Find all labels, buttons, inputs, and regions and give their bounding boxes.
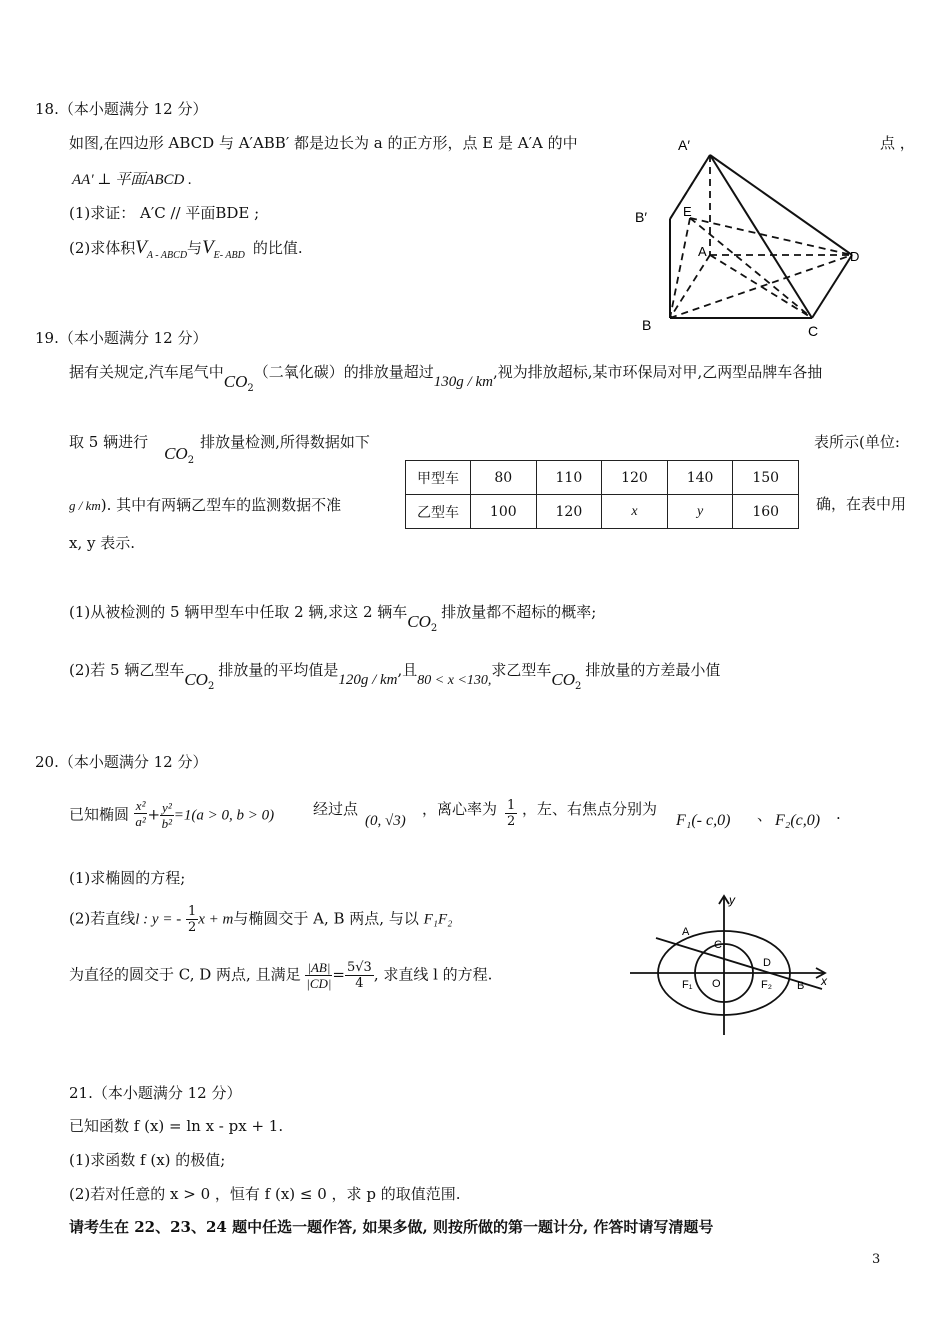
q20-point: (0, √3) bbox=[365, 813, 406, 829]
q19-part1-a: (1)从被检测的 5 辆甲型车中任取 2 辆,求这 2 辆车 bbox=[69, 603, 408, 621]
q18-header: 18.（本小题满分 12 分） bbox=[35, 100, 208, 118]
q21-header: 21.（本小题满分 12 分） bbox=[69, 1084, 242, 1102]
table-cell: 120 bbox=[536, 495, 602, 529]
axis-x-label: x bbox=[821, 974, 827, 988]
q20-line1-c: 经过点 bbox=[313, 800, 359, 818]
frac-den: b² bbox=[161, 816, 173, 831]
table-cell: 100 bbox=[471, 495, 537, 529]
frac-den: 4 bbox=[355, 976, 364, 991]
q19-line3-c: 确，在表中用 bbox=[816, 495, 907, 513]
frac-num: |AB| bbox=[307, 960, 331, 975]
q20-sep: 、 bbox=[757, 806, 773, 824]
ratio-ab-cd bbox=[305, 960, 332, 991]
q19-part2-b: 排放量的平均值是 bbox=[218, 661, 339, 679]
q20-f2: F₂(c,0) bbox=[775, 812, 821, 829]
q18-part2 bbox=[69, 238, 303, 261]
q19-line3-b: ). 其中有两辆乙型车的监测数据不准 bbox=[100, 496, 342, 514]
label-B: B bbox=[797, 980, 805, 992]
q21-part2: (2)若对任意的 x > 0 ，恒有 f (x) ≤ 0 ，求 p 的取值范围. bbox=[69, 1185, 461, 1203]
q18-part2-text: (2)求体积 bbox=[69, 239, 136, 257]
co2-symbol: CO bbox=[164, 444, 188, 463]
emissions-table bbox=[405, 460, 799, 529]
q18-line2: AA′ ⊥ 平面ABCD . bbox=[72, 172, 192, 188]
q19-line2-b: 排放量检测,所得数据如下 bbox=[200, 433, 370, 451]
q20-part3-a: 为直径的圆交于 C, D 两点, 且满足 bbox=[69, 965, 301, 984]
q18-volume-1-sub: A - ABCD bbox=[146, 250, 188, 261]
ellipse-frac-x bbox=[134, 798, 148, 829]
q21-part1: (1)求函数 f (x) 的极值; bbox=[69, 1151, 226, 1169]
frac-num: 1 bbox=[507, 798, 516, 813]
q19-part2-d: ,且 bbox=[397, 661, 418, 679]
frac-den: |CD| bbox=[306, 976, 332, 991]
q21-line1: 已知函数 f (x) = ln x - px + 1. bbox=[69, 1117, 284, 1135]
frac-num: x² bbox=[135, 798, 146, 813]
q19-line2 bbox=[69, 432, 370, 466]
frac-one-half bbox=[505, 798, 517, 829]
ratio-value bbox=[345, 960, 374, 991]
frac-den: a² bbox=[135, 814, 146, 829]
q20-line1-a: 已知椭圆 bbox=[69, 805, 130, 824]
frac-num: 1 bbox=[187, 904, 197, 919]
frac-den: 2 bbox=[507, 814, 516, 829]
label-C: C bbox=[808, 323, 819, 339]
co2-symbol: CO bbox=[184, 670, 208, 689]
label-O: O bbox=[712, 978, 721, 990]
q18-figure-prism bbox=[630, 128, 870, 343]
q20-line-eq: l : y = - bbox=[135, 911, 182, 928]
co2-subscript: 2 bbox=[207, 681, 215, 692]
q20-f1f2: F₁F₂ bbox=[423, 911, 453, 928]
q20-line-eq-b: x + m bbox=[198, 911, 234, 928]
co2-symbol: CO bbox=[223, 372, 248, 391]
q19-part2-f: 求乙型车 bbox=[491, 661, 552, 679]
table-cell: 140 bbox=[667, 461, 733, 495]
q20-header: 20.（本小题满分 12 分） bbox=[35, 753, 208, 771]
q18-volume-1: V bbox=[135, 237, 147, 258]
label-B-prime: B′ bbox=[635, 209, 647, 225]
q20-part3: 为直径的圆交于 C, D 两点, 且满足 $\frac{|AB|}{|CD|}$ = $\frac{5√3}{4}$ , 求直线 l 的方程. bbox=[69, 960, 493, 991]
q20-line1 bbox=[69, 800, 274, 844]
ellipse-frac-y bbox=[160, 800, 174, 831]
q18-part2-mid: 与 bbox=[187, 239, 203, 257]
q19-part1 bbox=[69, 602, 597, 634]
q19-threshold: 130g / km bbox=[433, 374, 493, 390]
table-cell: 150 bbox=[733, 461, 799, 495]
q18-line1: 如图,在四边形 ABCD 与 A′ABB′ 都是边长为 a 的正方形，点 E 是 A′A 的中 bbox=[69, 134, 578, 152]
table-cell: 110 bbox=[536, 461, 602, 495]
table-cell: x bbox=[602, 495, 668, 529]
q20-line1-d: ，离心率为 bbox=[422, 800, 498, 818]
co2-subscript: 2 bbox=[575, 681, 582, 692]
table-row bbox=[406, 461, 799, 495]
q20-part1: (1)求椭圆的方程; bbox=[69, 869, 186, 887]
q19-line4: x, y 表示. bbox=[69, 534, 136, 552]
q20-line1-e: ，左、右焦点分别为 bbox=[522, 800, 658, 818]
co2-symbol: CO bbox=[551, 670, 576, 689]
label-A: A bbox=[698, 244, 707, 259]
axis-y-label: y bbox=[729, 893, 735, 907]
q18-line1-end: 点 ， bbox=[880, 134, 915, 152]
q19-line1-a: 据有关规定,汽车尾气中 bbox=[69, 363, 224, 381]
table-cell: 80 bbox=[471, 461, 537, 495]
plus-sign: + bbox=[147, 805, 161, 824]
q20-part2 bbox=[69, 904, 452, 944]
frac-num: y² bbox=[162, 800, 172, 815]
q20-part2-c: 与椭圆交于 A, B 两点, 与以 bbox=[233, 909, 419, 928]
q19-x-range: 80 < x <130, bbox=[417, 673, 492, 688]
q18-volume-2-sub: E- ABD bbox=[213, 250, 245, 261]
q20-f2-end: . bbox=[836, 805, 841, 823]
label-F1: F₁ bbox=[682, 979, 693, 991]
table-cell: 120 bbox=[602, 461, 668, 495]
q20-half bbox=[505, 798, 517, 829]
q19-line1-b: （二氧化碳）的排放量超过 bbox=[253, 363, 434, 381]
q19-part2-a: (2)若 5 辆乙型车 bbox=[69, 661, 185, 679]
q20-part2-a: (2)若直线 bbox=[69, 909, 136, 928]
co2-subscript: 2 bbox=[247, 383, 254, 394]
table-cell: y bbox=[667, 495, 733, 529]
q18-part2-end: 的比值. bbox=[252, 239, 303, 257]
label-C: C bbox=[714, 939, 722, 951]
q20-figure-ellipse bbox=[630, 890, 840, 1040]
q19-average: 120g / km bbox=[338, 672, 398, 688]
q19-line1 bbox=[69, 362, 823, 394]
q19-part1-b: 排放量都不超标的概率; bbox=[441, 603, 597, 621]
frac-den: 2 bbox=[187, 920, 197, 935]
table-row bbox=[406, 495, 799, 529]
label-A-prime: A′ bbox=[678, 137, 690, 153]
q19-line2-c: 表所示(单位: bbox=[814, 433, 900, 451]
q20-condition: =1(a > 0, b > 0) bbox=[173, 807, 275, 824]
q19-part2 bbox=[69, 660, 721, 692]
page-number: 3 bbox=[872, 1252, 881, 1267]
frac-num: 5√3 bbox=[346, 960, 372, 975]
label-E: E bbox=[683, 204, 692, 219]
q19-unit: g / km bbox=[69, 498, 101, 513]
label-D: D bbox=[763, 957, 771, 969]
label-D: D bbox=[850, 249, 860, 264]
q18-volume-2: V bbox=[202, 237, 214, 258]
q20-part3-b: , 求直线 l 的方程. bbox=[373, 965, 493, 984]
q18-part1: (1)求证： A′C // 平面BDE ; bbox=[69, 204, 260, 222]
table-cell: 甲型车 bbox=[406, 461, 471, 495]
label-F2: F₂ bbox=[761, 979, 772, 991]
frac-one-half bbox=[186, 904, 198, 935]
label-A: A bbox=[682, 926, 690, 938]
co2-subscript: 2 bbox=[187, 455, 195, 466]
table-cell: 乙型车 bbox=[406, 495, 471, 529]
q19-header: 19.（本小题满分 12 分） bbox=[35, 329, 208, 347]
label-B: B bbox=[642, 317, 652, 333]
q20-f1: F₁(- c,0) bbox=[676, 812, 731, 829]
q19-line1-d: ,视为排放超标,某市环保局对甲,乙两型品牌车各抽 bbox=[492, 363, 823, 381]
table-cell: 160 bbox=[733, 495, 799, 529]
q19-line2-a: 取 5 辆进行 bbox=[69, 433, 149, 451]
selection-notice: 请考生在 22、23、24 题中任选一题作答, 如果多做, 则按所做的第一题计分, 作答时请写清题号 bbox=[69, 1218, 714, 1236]
q19-line3 bbox=[69, 495, 341, 516]
co2-symbol: CO bbox=[407, 612, 431, 631]
co2-subscript: 2 bbox=[430, 623, 438, 634]
q19-part2-g: 排放量的方差最小值 bbox=[585, 661, 721, 679]
